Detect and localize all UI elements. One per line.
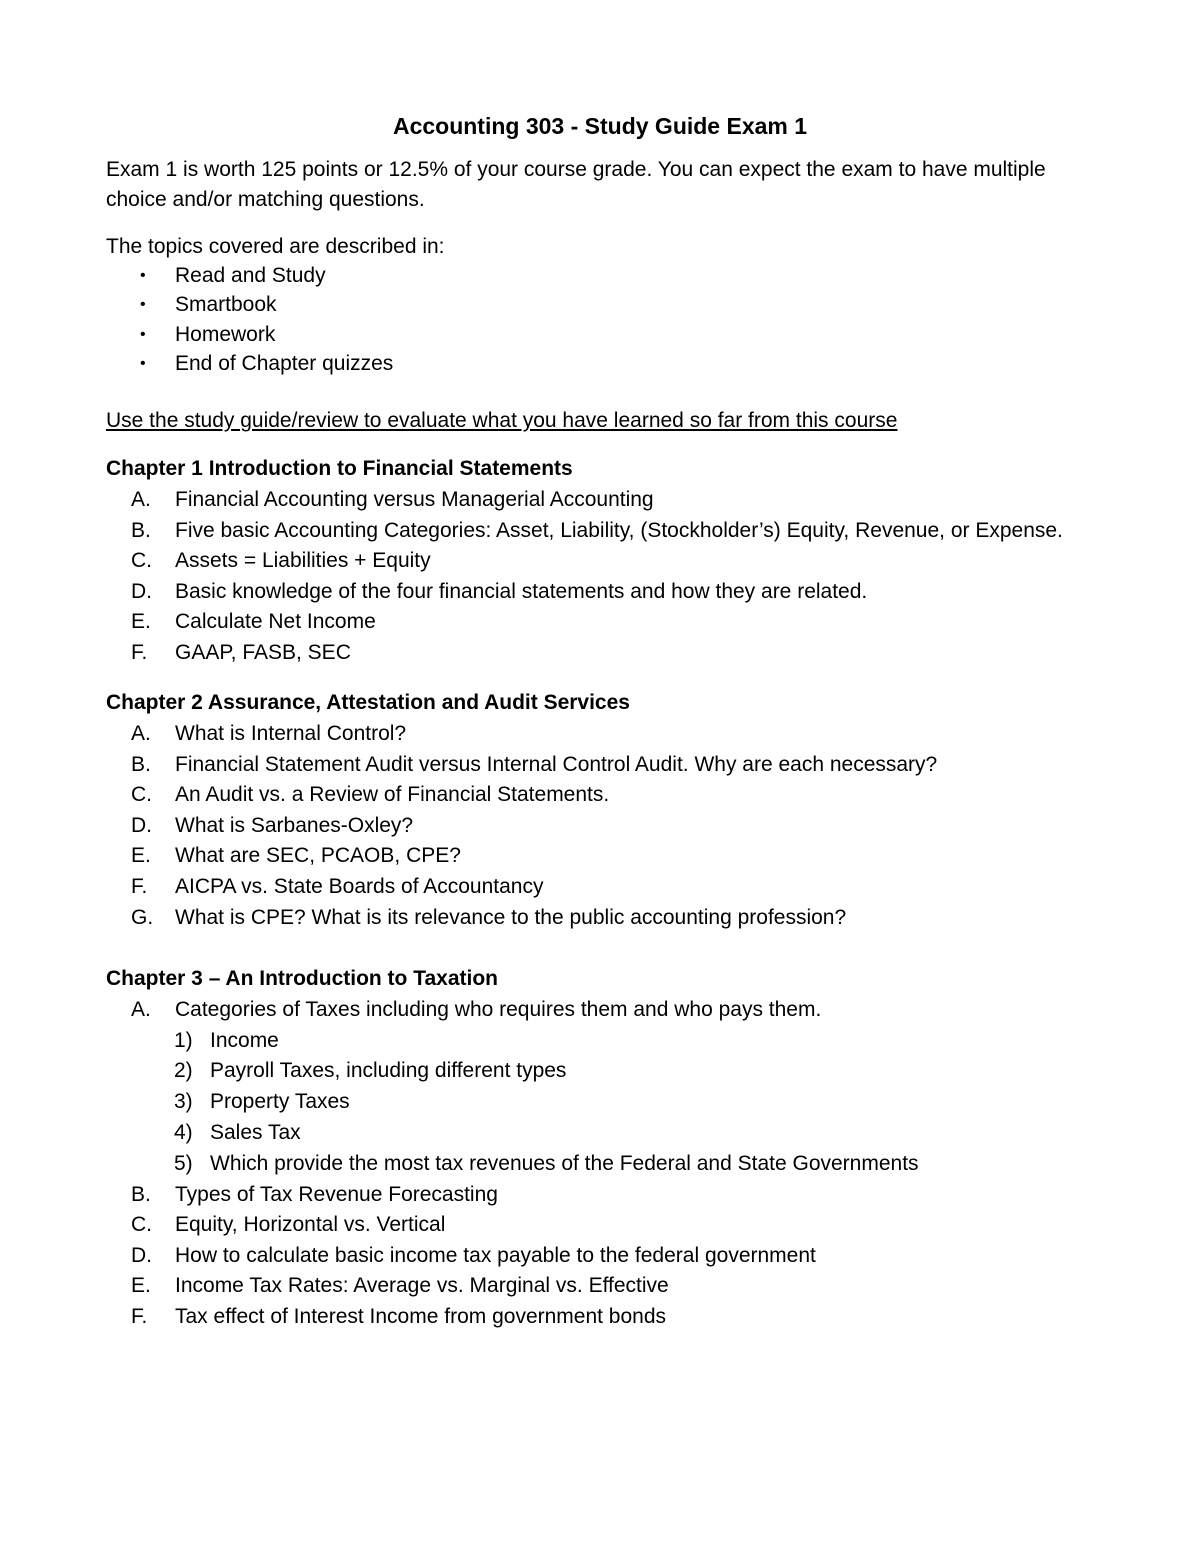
item-marker: D. xyxy=(131,579,152,603)
item-text: Financial Statement Audit versus Internal Control Audit. Why are each necessary? xyxy=(175,752,938,776)
topic-text: Homework xyxy=(175,322,276,346)
item-marker: B. xyxy=(131,518,151,542)
item-text: Income xyxy=(210,1028,279,1052)
item-text: Five basic Accounting Categories: Asset, Liability, (Stockholder’s) Equity, Revenue, or Expense. xyxy=(175,518,1063,542)
bullet-icon: • xyxy=(140,354,146,372)
bullet-icon: • xyxy=(140,267,146,284)
item-marker: D. xyxy=(131,813,152,837)
item-text: Sales Tax xyxy=(210,1120,301,1144)
item-marker: A. xyxy=(131,488,151,511)
item-marker: A. xyxy=(131,722,151,745)
bullet-icon: • xyxy=(140,325,146,343)
topic-text: End of Chapter quizzes xyxy=(175,351,394,375)
item-text: Tax effect of Interest Income from government bonds xyxy=(175,1304,667,1328)
item-marker: E. xyxy=(131,610,151,634)
item-marker: 5) xyxy=(174,1151,193,1175)
item-marker: C. xyxy=(131,549,152,573)
topics-label: The topics covered are described in: xyxy=(106,235,445,258)
item-marker: E. xyxy=(131,1274,151,1298)
item-text: An Audit vs. a Review of Financial Statements. xyxy=(175,783,610,807)
item-marker: F. xyxy=(131,640,148,664)
item-text: What are SEC, PCAOB, CPE? xyxy=(175,844,461,868)
chapter-title: Chapter 2 Assurance, Attestation and Audit Services xyxy=(106,691,630,714)
item-marker: B. xyxy=(131,1182,151,1206)
intro-line-1: Exam 1 is worth 125 points or 12.5% of your course grade. You can expect the exam to have multiple xyxy=(106,158,1046,181)
item-text: Financial Accounting versus Managerial Accounting xyxy=(175,488,654,511)
topic-text: Smartbook xyxy=(175,293,277,317)
chapter-title: Chapter 1 Introduction to Financial Statements xyxy=(106,457,573,480)
item-marker: C. xyxy=(131,1213,152,1237)
item-text: Property Taxes xyxy=(210,1090,350,1114)
item-marker: F. xyxy=(131,874,148,898)
item-marker: 4) xyxy=(174,1120,193,1144)
item-marker: B. xyxy=(131,752,151,776)
page-title: Accounting 303 - Study Guide Exam 1 xyxy=(392,113,808,139)
topic-text: Read and Study xyxy=(175,264,326,287)
item-marker: G. xyxy=(131,905,154,929)
item-text: Assets = Liabilities + Equity xyxy=(175,549,431,573)
item-marker: D. xyxy=(131,1243,152,1267)
item-text: Calculate Net Income xyxy=(175,610,376,634)
item-marker: 1) xyxy=(174,1028,193,1052)
item-text: How to calculate basic income tax payable to the federal government xyxy=(175,1243,816,1267)
bullet-icon: • xyxy=(140,296,146,314)
item-marker: C. xyxy=(131,783,152,807)
item-text: Categories of Taxes including who requires them and who pays them. xyxy=(175,998,822,1021)
item-text: Equity, Horizontal vs. Vertical xyxy=(175,1213,446,1237)
item-text: Income Tax Rates: Average vs. Marginal vs. Effective xyxy=(175,1274,669,1298)
chapter-title: Chapter 3 – An Introduction to Taxation xyxy=(106,967,499,990)
item-text: Payroll Taxes, including different types xyxy=(210,1059,567,1083)
item-text: What is CPE? What is its relevance to the public accounting profession? xyxy=(175,905,847,929)
item-text: GAAP, FASB, SEC xyxy=(175,640,351,664)
item-text: Basic knowledge of the four financial statements and how they are related. xyxy=(175,579,868,603)
intro-line-2: choice and/or matching questions. xyxy=(106,188,425,211)
item-text: Types of Tax Revenue Forecasting xyxy=(175,1182,498,1206)
item-marker: 2) xyxy=(174,1059,193,1083)
usage-note: Use the study guide/review to evaluate what you have learned so far from this course xyxy=(106,409,898,432)
item-text: What is Sarbanes-Oxley? xyxy=(175,813,414,837)
item-marker: F. xyxy=(131,1304,148,1328)
item-marker: E. xyxy=(131,844,151,868)
item-text: What is Internal Control? xyxy=(175,722,407,745)
item-marker: A. xyxy=(131,998,151,1021)
intro-paragraph xyxy=(106,155,1106,215)
item-text: AICPA vs. State Boards of Accountancy xyxy=(175,874,544,898)
item-marker: 3) xyxy=(174,1090,193,1114)
item-text: Which provide the most tax revenues of the Federal and State Governments xyxy=(210,1151,919,1175)
